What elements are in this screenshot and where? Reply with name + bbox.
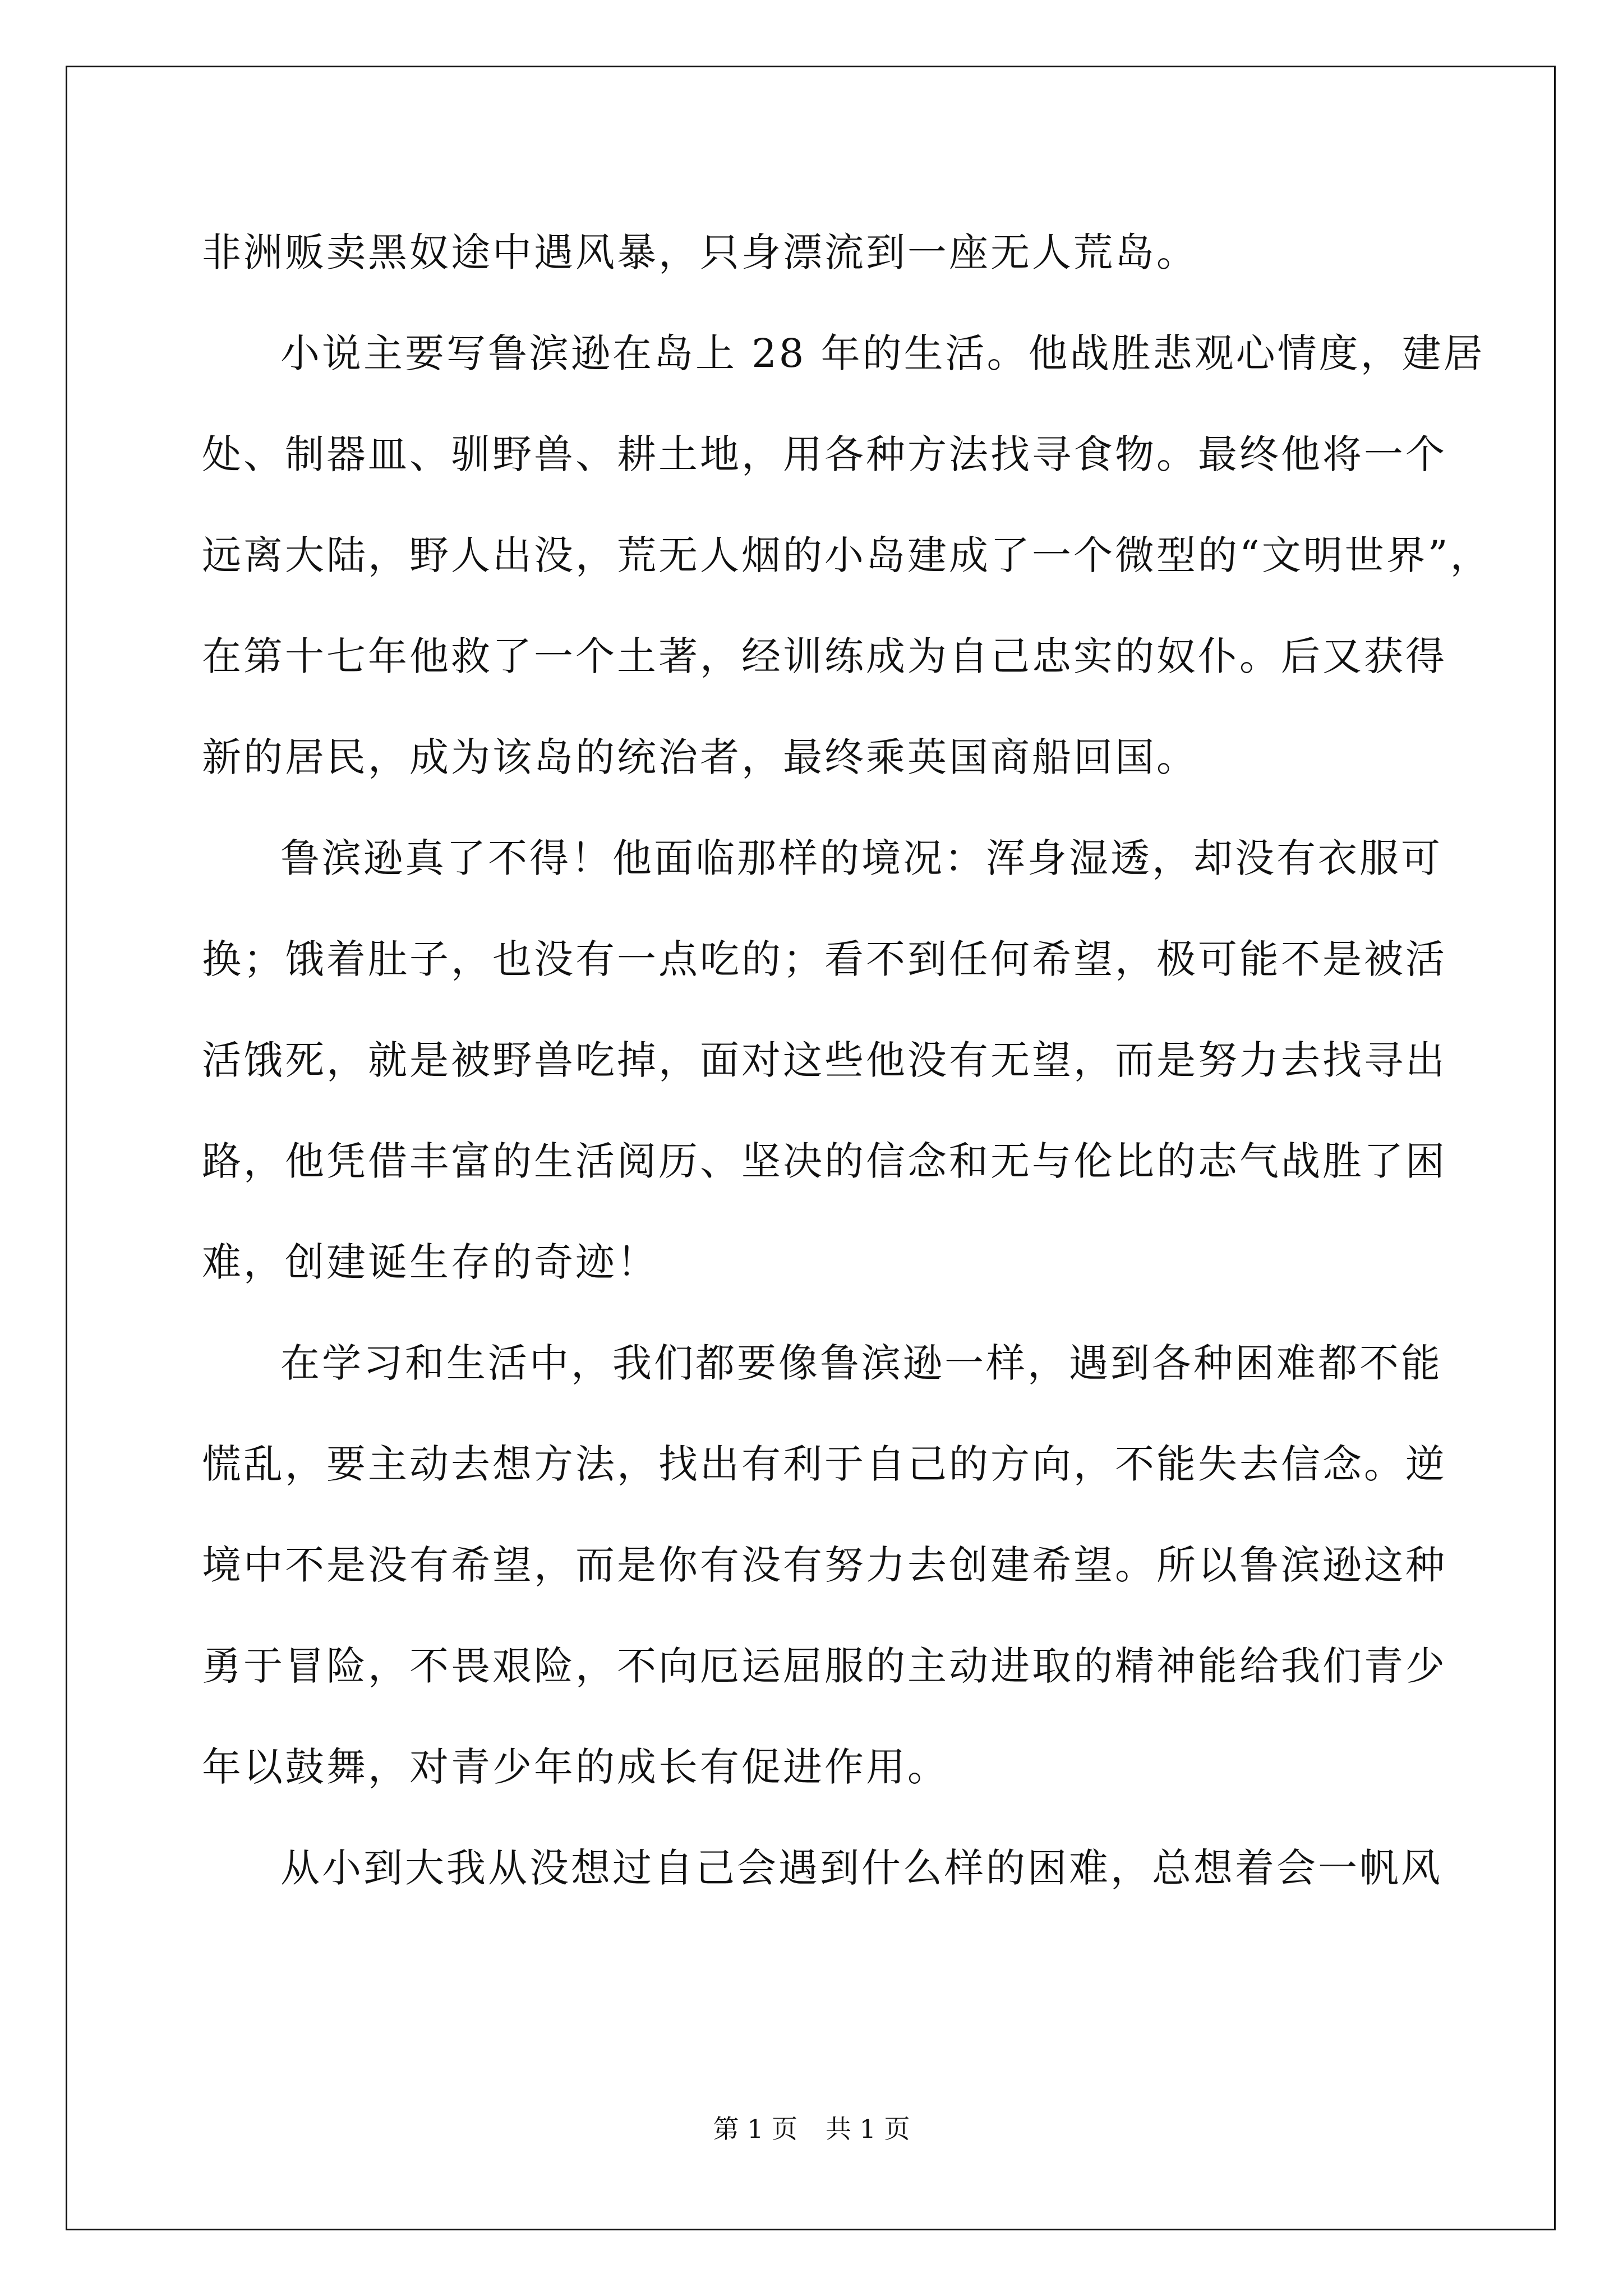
document-body [202,202,1492,1918]
text-line: 小说主要写鲁滨逊在岛上 28 年的生活。他战胜悲观心情度，建居 [280,330,1485,376]
text-line: 境中不是没有希望，而是你有没有努力去创建希望。所以鲁滨逊这种 [202,1542,1447,1588]
text-line: 处、制器皿、驯野兽、耕土地，用各种方法找寻食物。最终他将一个 [202,431,1447,477]
text-line: 非洲贩卖黑奴途中遇风暴，只身漂流到一座无人荒岛。 [202,229,1198,275]
text-line: 换；饿着肚子，也没有一点吃的；看不到任何希望，极可能不是被活 [202,936,1447,982]
text-line: 年以鼓舞，对青少年的成长有促进作用。 [202,1744,949,1790]
text-line: 新的居民，成为该岛的统治者，最终乘英国商船回国。 [202,734,1198,780]
text-line: 活饿死，就是被野兽吃掉，面对这些他没有无望，而是努力去找寻出 [202,1037,1447,1083]
text-line: 勇于冒险，不畏艰险，不向厄运屈服的主动进取的精神能给我们青少 [202,1643,1447,1689]
page-footer [0,2112,1623,2146]
text-line: 路，他凭借丰富的生活阅历、坚决的信念和无与伦比的志气战胜了困 [202,1138,1447,1184]
text-line: 鲁滨逊真了不得！他面临那样的境况：浑身湿透，却没有衣服可 [280,835,1442,881]
text-line: 难，创建诞生存的奇迹！ [202,1239,658,1285]
page-total: 共 1 页 [826,2114,910,2144]
text-line: 从小到大我从没想过自己会遇到什么样的困难，总想着会一帆风 [280,1845,1442,1891]
text-line: 远离大陆，野人出没，荒无人烟的小岛建成了一个微型的“文明世界”， [202,532,1492,578]
text-line: 在学习和生活中，我们都要像鲁滨逊一样，遇到各种困难都不能 [280,1340,1442,1386]
page-number: 第 1 页 [713,2114,797,2144]
text-line: 在第十七年他救了一个土著，经训练成为自己忠实的奴仆。后又获得 [202,633,1447,679]
text-line: 慌乱，要主动去想方法，找出有利于自己的方向，不能失去信念。逆 [202,1441,1447,1487]
